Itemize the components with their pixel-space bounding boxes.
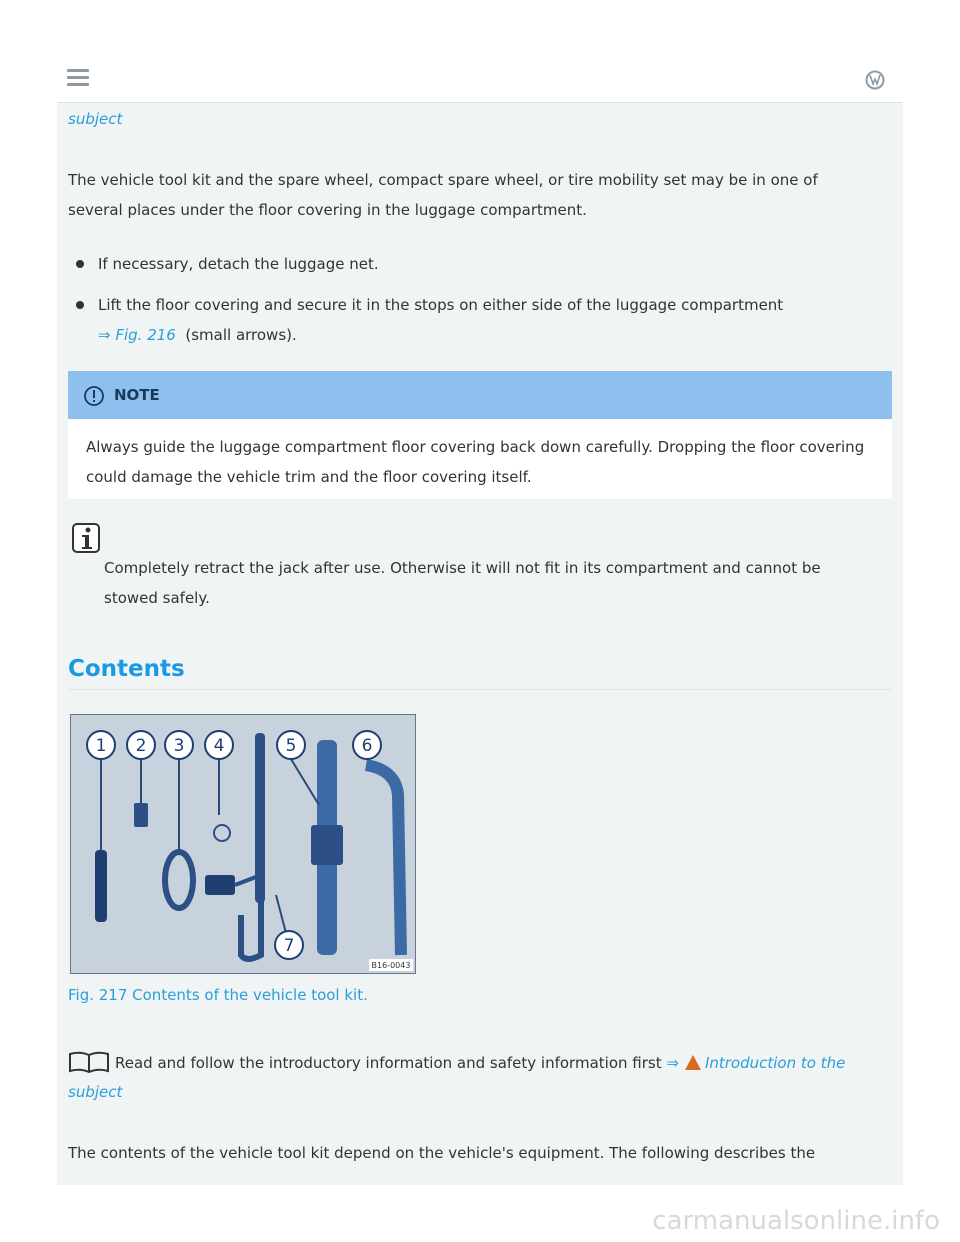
figure-label-7: 7 (283, 936, 295, 956)
figure-code: B16-0043 (371, 961, 411, 970)
bullet-lift-text: Lift the floor covering and secure it in the stops on either side of the luggage compartment (98, 296, 784, 314)
read-text: Read and follow the introductory information and safety information first (115, 1054, 662, 1072)
info-icon (72, 523, 100, 553)
note-text: Always guide the luggage compartment floor covering back down carefully. Dropping the floor covering could damage the vehicle trim and the floor covering itself. (86, 438, 865, 486)
figure-label-4: 4 (213, 736, 225, 756)
fig-216-link[interactable]: ⇒ Fig. 216 (98, 326, 176, 344)
hamburger-menu-icon[interactable] (67, 69, 89, 87)
warning-triangle-icon (685, 1055, 701, 1070)
note-title: NOTE (114, 386, 160, 404)
bullet-detach-net: If necessary, detach the luggage net. (72, 249, 862, 279)
figure-label-3: 3 (173, 736, 185, 756)
figure-label-1: 1 (95, 736, 107, 756)
section-heading-contents: Contents (68, 656, 185, 682)
subject-link-bottom[interactable]: subject (68, 1083, 123, 1101)
vw-logo-icon[interactable] (865, 70, 885, 90)
open-book-icon (68, 1051, 110, 1073)
introduction-link[interactable]: Introduction to the (704, 1054, 846, 1072)
figure-label-2: 2 (135, 736, 147, 756)
read-arrow[interactable]: ⇒ (666, 1054, 679, 1072)
info-text: Completely retract the jack after use. Otherwise it will not fit in its compartment and cannot be stowed safely. (104, 559, 821, 607)
watermark: carmanualsonline.info (652, 1206, 940, 1236)
heading-divider (68, 689, 892, 690)
tool-kit-figure (70, 714, 416, 974)
figure-label-6: 6 (361, 736, 373, 756)
exclamation-circle-icon (83, 385, 105, 407)
bullet-lift-suffix: (small arrows). (185, 326, 297, 344)
read-instruction (115, 1050, 905, 1076)
figure-label-5: 5 (285, 736, 297, 756)
figure-caption: Fig. 217 Contents of the vehicle tool kit. (68, 986, 368, 1004)
contents-paragraph: The contents of the vehicle tool kit depend on the vehicle's equipment. The following describes the (68, 1144, 816, 1162)
bullet-lift-floor-covering (72, 290, 862, 350)
content-page (57, 60, 903, 1185)
note-header (68, 371, 892, 419)
top-navigation-bar (57, 60, 903, 103)
tool-kit-illustration (71, 715, 415, 973)
subject-link-top[interactable]: subject (68, 110, 123, 128)
intro-paragraph: The vehicle tool kit and the spare wheel, compact spare wheel, or tire mobility set may be in one of several places under the floor covering in the luggage compartment. (68, 171, 818, 219)
